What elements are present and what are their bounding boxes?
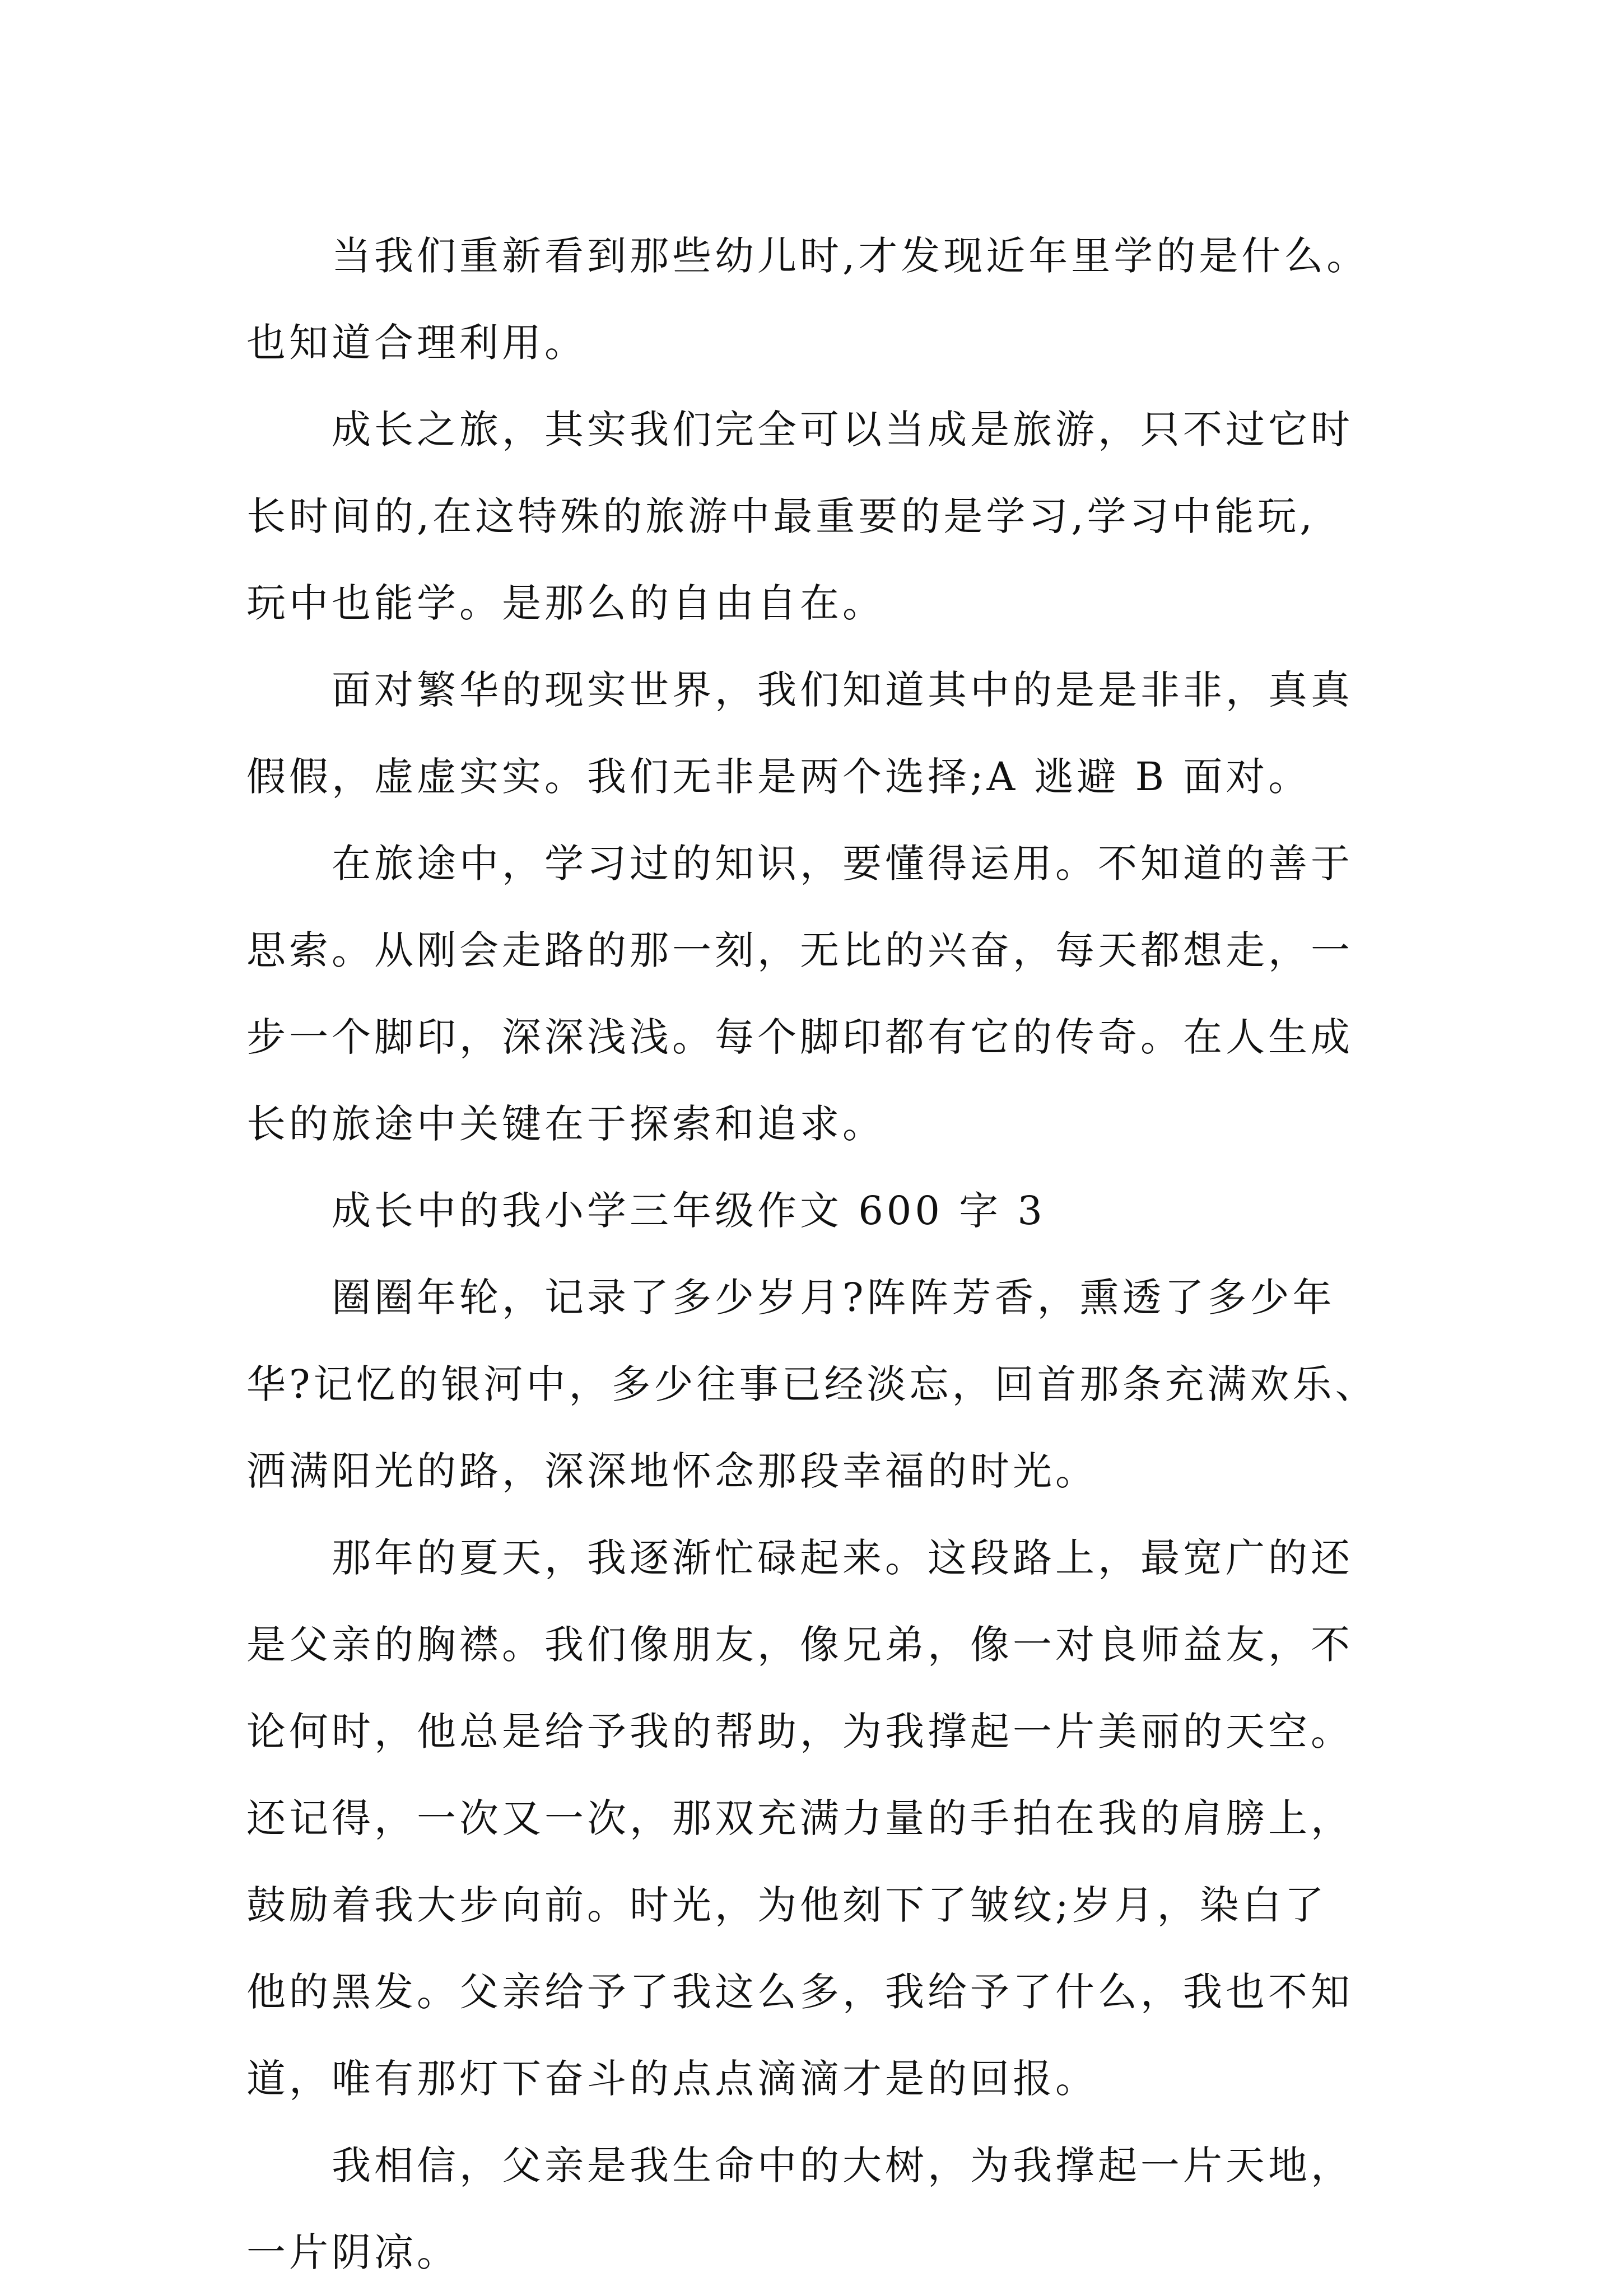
paragraph-5 <box>246 1254 1440 1515</box>
text-line: 论何时，他总是给予我的帮助，为我撑起一片美丽的天空。 <box>246 1709 1353 1754</box>
text-line: 假假，虚虚实实。我们无非是两个选择;A 逃避 B 面对。 <box>246 754 1311 800</box>
heading-line: 成长中的我小学三年级作文 600 字 3 <box>332 1188 1046 1234</box>
text-line: 洒满阳光的路，深深地怀念那段幸福的时光。 <box>246 1448 1098 1494</box>
text-line: 那年的夏天，我逐渐忙碌起来。这段路上，最宽广的还 <box>332 1535 1353 1581</box>
text-line: 我相信，父亲是我生命中的大树，为我撑起一片天地， <box>332 2143 1353 2188</box>
document-body <box>246 213 1440 2296</box>
text-line: 华?记忆的银河中，多少往事已经淡忘，回首那条充满欢乐、 <box>246 1361 1378 1407</box>
text-line: 思索。从刚会走路的那一刻，无比的兴奋，每天都想走，一 <box>246 927 1353 973</box>
text-line: 一片阴凉。 <box>246 2229 459 2275</box>
paragraph-6 <box>246 1515 1440 2122</box>
text-line: 他的黑发。父亲给予了我这么多，我给予了什么，我也不知 <box>246 1969 1353 2015</box>
text-line: 长的旅途中关键在于探索和追求。 <box>246 1101 885 1147</box>
text-line: 是父亲的胸襟。我们像朋友，像兄弟，像一对良师益友，不 <box>246 1622 1353 1668</box>
text-line: 玩中也能学。是那么的自由自在。 <box>246 580 885 626</box>
section-heading <box>246 1168 1440 1254</box>
paragraph-1 <box>246 213 1440 386</box>
paragraph-4 <box>246 820 1440 1168</box>
text-line: 还记得，一次又一次，那双充满力量的手拍在我的肩膀上， <box>246 1795 1353 1841</box>
paragraph-7 <box>246 2122 1440 2296</box>
text-line: 也知道合理利用。 <box>246 320 587 366</box>
text-line: 长时间的,在这特殊的旅游中最重要的是学习,学习中能玩, <box>246 493 1316 539</box>
text-line: 面对繁华的现实世界，我们知道其中的是是非非，真真 <box>332 667 1353 713</box>
text-line: 成长之旅，其实我们完全可以当成是旅游，只不过它时 <box>332 407 1353 452</box>
paragraph-3 <box>246 647 1440 820</box>
text-line: 圈圈年轮，记录了多少岁月?阵阵芳香，熏透了多少年 <box>332 1275 1335 1320</box>
text-line: 步一个脚印，深深浅浅。每个脚印都有它的传奇。在人生成 <box>246 1014 1353 1060</box>
text-line: 道，唯有那灯下奋斗的点点滴滴才是的回报。 <box>246 2056 1098 2102</box>
text-line: 鼓励着我大步向前。时光，为他刻下了皱纹;岁月，染白了 <box>246 1882 1327 1928</box>
text-line: 当我们重新看到那些幼儿时,才发现近年里学的是什么。 <box>332 233 1370 279</box>
text-line: 在旅途中，学习过的知识，要懂得运用。不知道的善于 <box>332 841 1353 886</box>
paragraph-2 <box>246 386 1440 647</box>
